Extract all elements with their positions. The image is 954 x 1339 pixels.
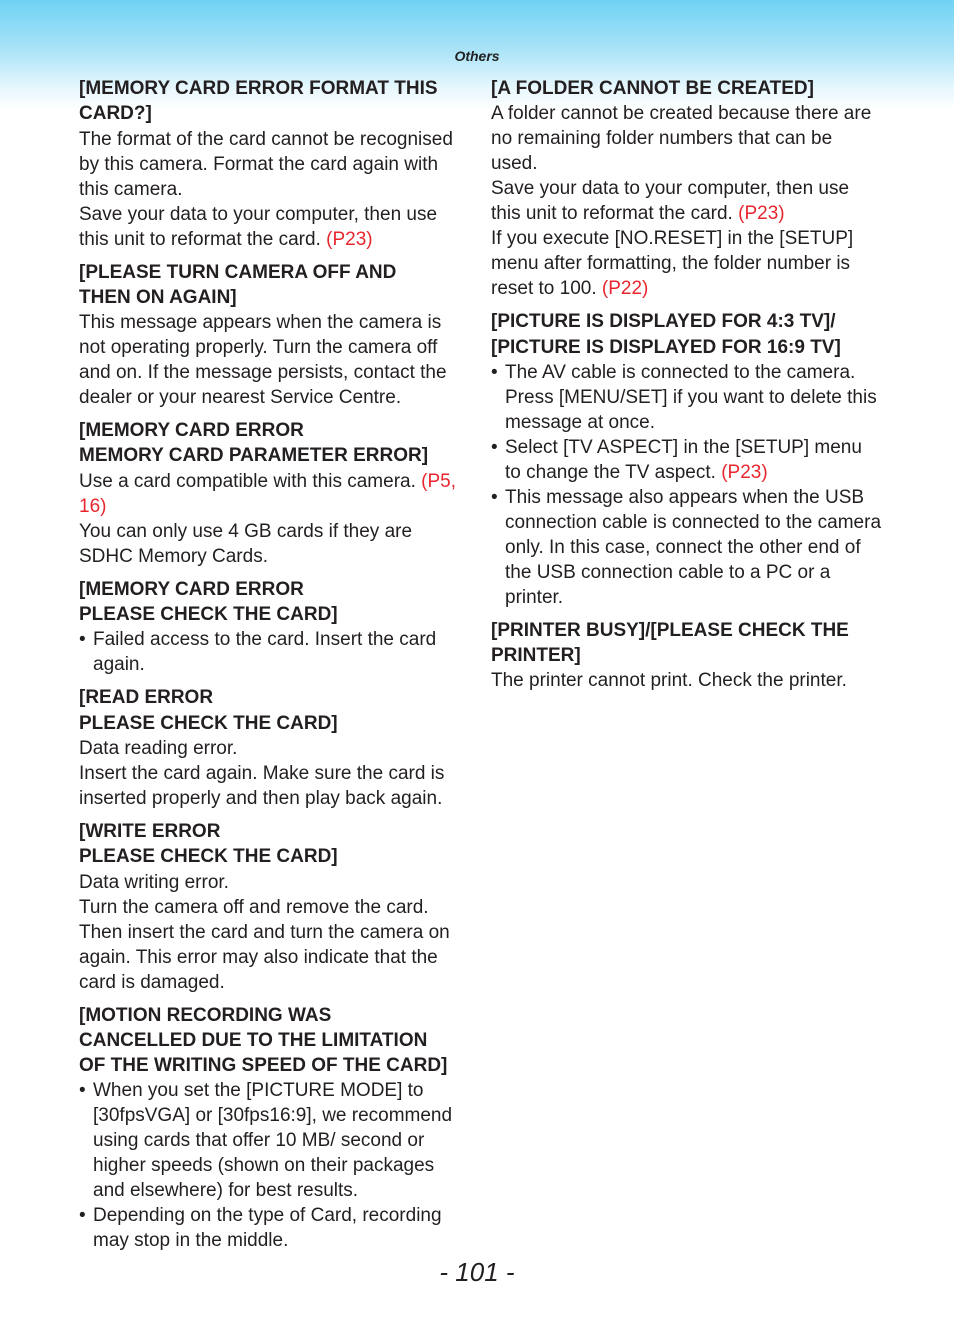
page-number: - 101 - [439,1257,515,1287]
bullet-text: Failed access to the card. Insert the card again. [93,629,437,676]
message-text [79,895,469,995]
message-text-body: Save your data to your computer, then use this unit to reformat the card. [79,203,438,250]
message-heading: [A FOLDER CANNOT BE CREATED] [491,78,814,99]
message-heading: [MOTION RECORDING WAS CANCELLED DUE TO THE LIMITATION OF THE WRITING SPEED OF THE CARD] [79,1004,448,1077]
message-text-body: The format of the card cannot be recognised by this camera. Format the card again with this camera. [79,128,453,200]
message-block [491,76,883,301]
message-block [491,618,883,694]
message-block [79,418,469,569]
message-heading: [MEMORY CARD ERROR FORMAT THIS CARD?] [79,78,438,125]
message-block [491,309,883,610]
message-text-body: Use a card compatible with this camera. [79,470,416,492]
message-text [491,101,883,176]
bullet-item [79,1203,469,1253]
bullet-text: This message also appears when the USB connection cable is connected to the camera only. In this case, connect the other end of the USB connection cable to a PC or a printer. [505,486,882,608]
bullet-text: Depending on the type of Card, recording may stop in the middle. [93,1205,442,1252]
message-text-body: This message appears when the camera is not operating properly. Turn the camera off and on. If the message persists, contact the dealer or your nearest Service Centre. [79,312,447,409]
bullet-icon: • [79,629,86,651]
message-heading: [PLEASE TURN CAMERA OFF AND THEN ON AGAIN] [79,261,397,308]
message-text [79,761,469,811]
bullet-icon: • [491,486,498,508]
page-reference-link[interactable]: (P23) [326,228,373,250]
message-heading: [WRITE ERROR PLEASE CHECK THE CARD] [79,820,338,868]
page-reference-link[interactable]: (P22) [601,278,649,300]
page-reference-link[interactable]: (P23) [721,461,768,483]
right-column [491,76,883,701]
message-text [491,668,883,693]
bullet-text: When you set the [PICTURE MODE] to [30fpsVGA] or [30fps16:9], we recommend using cards that offer 10 MB/ second or higher speeds (shown on their packages and elsewhere) for best results. [93,1080,453,1202]
message-text-body: A folder cannot be created because there are no remaining folder numbers that can be used. [491,103,872,175]
message-heading: [MEMORY CARD ERROR MEMORY CARD PARAMETER ERROR] [79,420,429,467]
message-text-body: Save your data to your computer, then use this unit to reformat the card. [491,178,850,225]
message-text [79,870,469,895]
message-heading: [PICTURE IS DISPLAYED FOR 4:3 TV]/ [PICTURE IS DISPLAYED FOR 16:9 TV] [491,311,841,358]
bullet-item [491,485,883,610]
message-text [491,226,883,301]
bullet-list [79,1078,469,1253]
message-text-body: Insert the card again. Make sure the card is inserted properly and then play back again. [79,762,445,809]
bullet-text: Select [TV ASPECT] in the [SETUP] menu to change the TV aspect. [505,436,862,483]
message-text-body: Data reading error. [79,737,238,759]
bullet-text: The AV cable is connected to the camera. Press [MENU/SET] if you want to delete this message at once. [505,361,877,433]
bullet-list [79,627,469,677]
left-column [79,76,469,1261]
message-block [79,577,469,678]
bullet-icon: • [79,1205,86,1227]
message-text [79,127,469,202]
message-text-body: Turn the camera off and remove the card. Then insert the card and turn the camera on again. This error may also indicate that the card is damaged. [79,896,450,993]
message-block [79,260,469,411]
message-block [79,685,469,811]
message-block [79,1003,469,1254]
message-heading: [READ ERROR PLEASE CHECK THE CARD] [79,687,338,734]
bullet-item [491,360,883,435]
message-text [79,202,469,252]
message-text [79,519,469,569]
message-text [79,736,469,761]
bullet-icon: • [491,361,498,383]
bullet-item [79,1078,469,1203]
message-heading: [MEMORY CARD ERROR PLEASE CHECK THE CARD] [79,578,338,626]
message-text-body: You can only use 4 GB cards if they are SDHC Memory Cards. [79,520,413,567]
message-text [79,469,469,519]
bullet-icon: • [79,1080,86,1102]
message-block [79,76,469,252]
message-block [79,819,469,995]
bullet-item [79,627,469,677]
page-reference-link[interactable]: (P5, 16) [79,470,457,517]
message-text-body: If you execute [NO.RESET] in the [SETUP] menu after formatting, the folder number is reset to 100. [491,228,854,300]
message-text-body: Data writing error. [79,871,229,893]
message-text [491,176,883,226]
bullet-list [491,360,883,610]
section-label: Others [454,48,500,64]
message-text-body: The printer cannot print. Check the printer. [491,670,847,692]
bullet-icon: • [491,436,498,458]
page-reference-link[interactable]: (P23) [738,203,785,225]
message-heading: [PRINTER BUSY]/[PLEASE CHECK THE PRINTER] [491,619,849,667]
bullet-item [491,435,883,485]
message-text [79,310,469,410]
